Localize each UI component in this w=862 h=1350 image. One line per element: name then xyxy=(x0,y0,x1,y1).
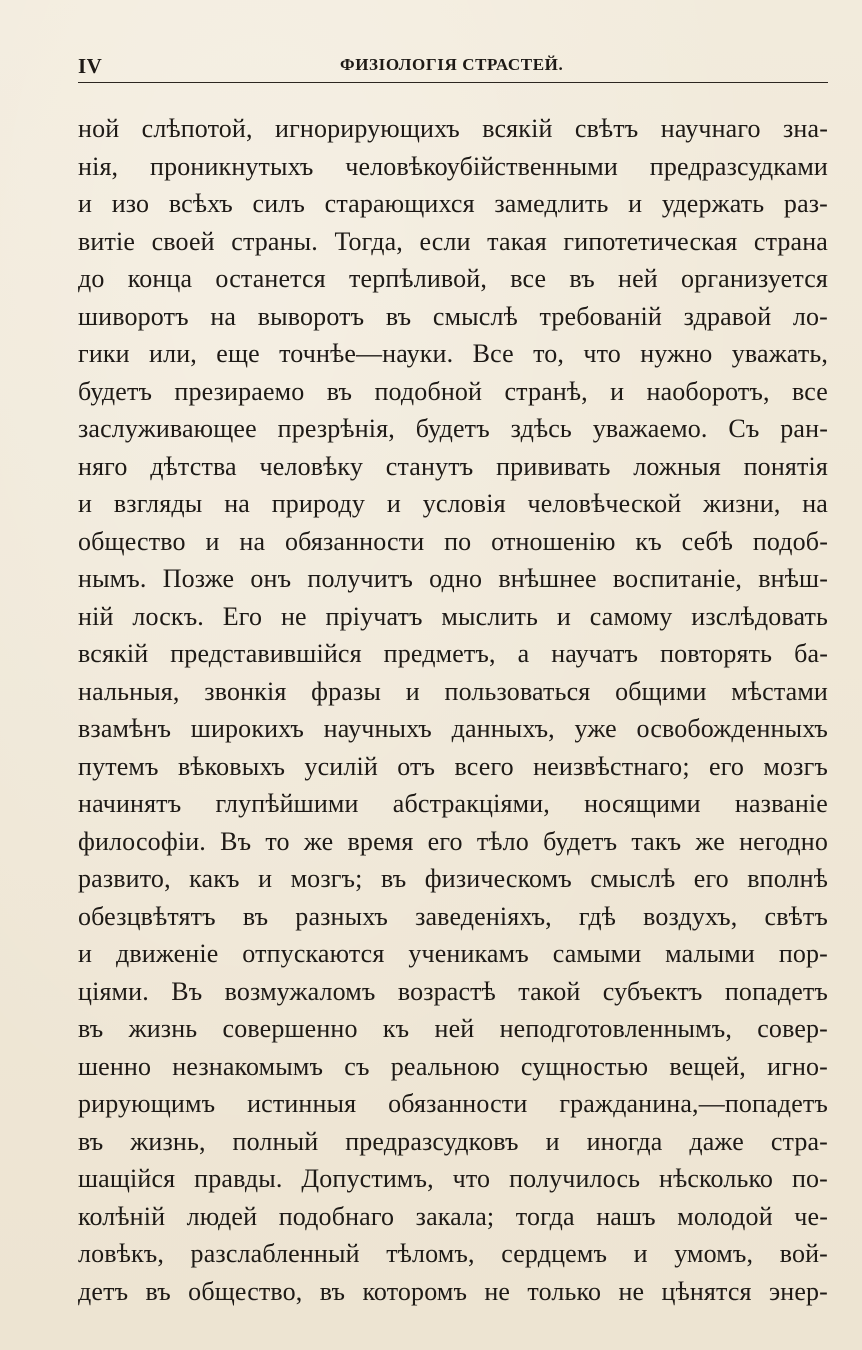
text-line: колѣній людей подобнаго закала; тогда нашъ молодой че- xyxy=(78,1201,828,1231)
text-line: въ жизнь, полный предразсудковъ и иногда даже стра- xyxy=(78,1126,828,1156)
text-line: заслуживающее презрѣнія, будетъ здѣсь уважаемо. Съ ран- xyxy=(78,414,828,443)
running-head xyxy=(78,54,828,82)
text-line: шенно незнакомымъ съ реальною сущностью вещей, игно- xyxy=(78,1051,828,1081)
text-line: всякій представившійся предметъ, а научатъ повторять ба- xyxy=(78,639,828,668)
text-line: нымъ. Позже онъ получитъ одно внѣшнее воспитаніе, внѣш- xyxy=(78,564,828,593)
text-line: шиворотъ на выворотъ въ смыслѣ требованій здравой ло- xyxy=(78,301,828,331)
text-line: философіи. Въ то же время его тѣло будетъ такъ же негодно xyxy=(78,826,828,856)
text-line: и изо всѣхъ силъ старающихся замедлить и удержать раз- xyxy=(78,189,828,218)
text-line: начинятъ глупѣйшими абстракціями, носящими названіе xyxy=(78,789,828,818)
running-title: ФИЗІОЛОГІЯ СТРАСТЕЙ. xyxy=(340,55,564,74)
text-line: ной слѣпотой, игнорирующихъ всякій свѣтъ научнаго зна- xyxy=(78,114,828,143)
text-line: витіе своей страны. Тогда, если такая гипотетическая страна xyxy=(78,226,828,256)
text-line: гики или, еще точнѣе—науки. Все то, что нужно уважать, xyxy=(78,339,828,368)
text-line: шащійся правды. Допустимъ, что получилось нѣсколько по- xyxy=(78,1164,828,1193)
text-line: взамѣнъ широкихъ научныхъ данныхъ, уже освобожденныхъ xyxy=(78,714,828,743)
text-line: ціями. Въ возмужаломъ возрастѣ такой субъектъ попадетъ xyxy=(78,976,828,1006)
text-line: и движеніе отпускаются ученикамъ самыми малыми пор- xyxy=(78,939,828,968)
text-line: въ жизнь совершенно къ ней неподготовленнымъ, совер- xyxy=(78,1014,828,1043)
text-line: и взгляды на природу и условія человѣческой жизни, на xyxy=(78,489,828,518)
text-line: нія, проникнутыхъ человѣкоубійственными предразсудками xyxy=(78,151,828,181)
text-line: будетъ презираемо въ подобной странѣ, и наоборотъ, все xyxy=(78,376,828,406)
header-rule xyxy=(78,82,828,83)
text-line: до конца останется терпѣливой, все въ ней организуется xyxy=(78,264,828,293)
body-text xyxy=(78,110,828,1310)
text-line: ній лоскъ. Его не пріучатъ мыслить и самому изслѣдовать xyxy=(78,601,828,631)
text-line: рирующимъ истинныя обязанности гражданина,—попадетъ xyxy=(78,1089,828,1118)
page-number: IV xyxy=(78,54,103,78)
text-line: няго дѣтства человѣку станутъ прививать ложныя понятія xyxy=(78,451,828,481)
text-line: развито, какъ и мозгъ; въ физическомъ смыслѣ его вполнѣ xyxy=(78,864,828,893)
text-line: ловѣкъ, разслабленный тѣломъ, сердцемъ и умомъ, вой- xyxy=(78,1239,828,1268)
text-line: детъ въ общество, въ которомъ не только не цѣнятся энер- xyxy=(78,1276,828,1306)
text-line: нальныя, звонкія фразы и пользоваться общими мѣстами xyxy=(78,676,828,706)
text-line: общество и на обязанности по отношенію къ себѣ подоб- xyxy=(78,526,828,556)
text-line: обезцвѣтятъ въ разныхъ заведеніяхъ, гдѣ воздухъ, свѣтъ xyxy=(78,901,828,931)
text-line: путемъ вѣковыхъ усилій отъ всего неизвѣстнаго; его мозгъ xyxy=(78,751,828,781)
